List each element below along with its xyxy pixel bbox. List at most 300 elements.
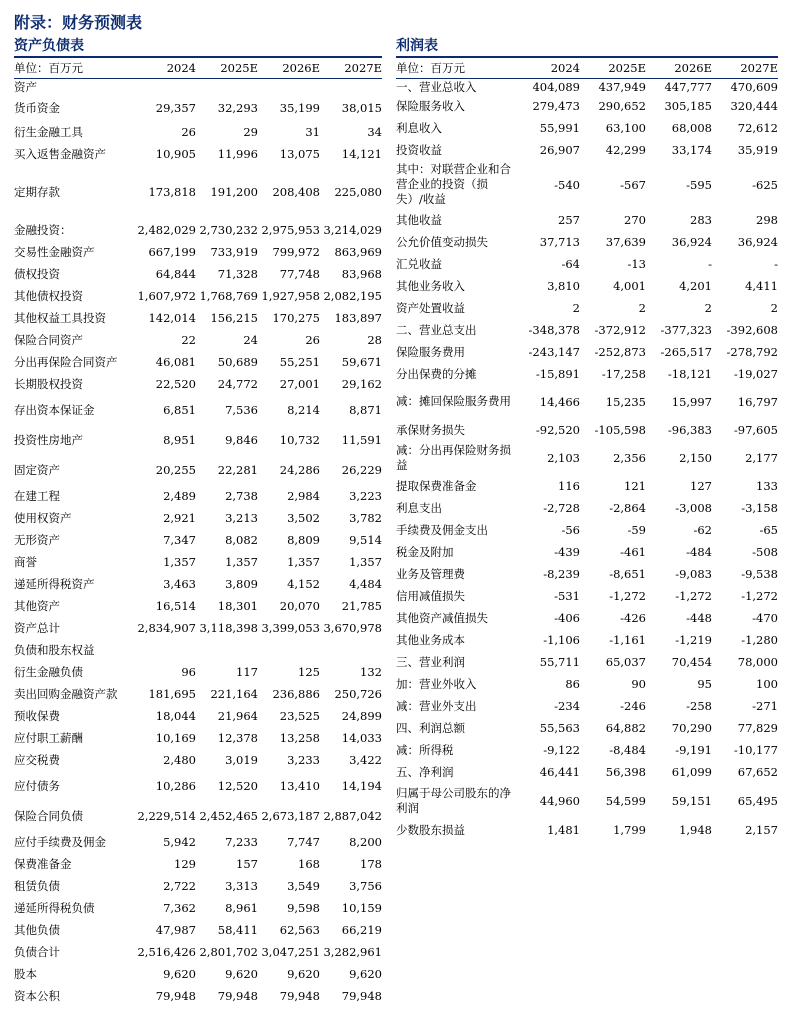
table-row bbox=[14, 507, 382, 529]
cell-value bbox=[258, 639, 320, 661]
table-row bbox=[14, 121, 382, 143]
row-label: 商誉 bbox=[14, 554, 37, 569]
row-label: 股本 bbox=[14, 966, 37, 981]
column-header: 2027E bbox=[320, 58, 382, 78]
cell-value: 42,299 bbox=[605, 142, 646, 157]
row-label: 分出保费的分摊 bbox=[396, 366, 477, 381]
page-title: 附录：财务预测表 bbox=[14, 13, 143, 32]
cell-value: 2,887,042 bbox=[323, 808, 382, 823]
cell-value: -439 bbox=[554, 544, 580, 559]
cell-value: -3,008 bbox=[675, 500, 712, 515]
cell-value: 15,997 bbox=[671, 394, 712, 409]
cell-value: 7,347 bbox=[163, 532, 196, 547]
table-row bbox=[396, 117, 778, 139]
cell-value: 2,730,232 bbox=[199, 222, 258, 237]
cell-value: 3,213 bbox=[225, 510, 258, 525]
row-label: 二、营业总支出 bbox=[396, 322, 477, 337]
column-header: 2025E bbox=[196, 58, 258, 78]
cell-value: 8,214 bbox=[287, 402, 320, 417]
cell-value: 11,996 bbox=[217, 146, 258, 161]
balance-sheet-panel bbox=[14, 36, 382, 1007]
table-row bbox=[396, 761, 778, 783]
cell-value: 70,454 bbox=[671, 654, 712, 669]
row-label: 负债和股东权益 bbox=[14, 642, 95, 657]
cell-value: 11,591 bbox=[341, 432, 382, 447]
cell-value: 20,070 bbox=[279, 598, 320, 613]
cell-value: 7,233 bbox=[225, 834, 258, 849]
cell-value: 95 bbox=[697, 676, 712, 691]
cell-value: 157 bbox=[236, 856, 258, 871]
cell-value: 129 bbox=[174, 856, 196, 871]
cell-value: 64,844 bbox=[155, 266, 196, 281]
row-label: 递延所得税资产 bbox=[14, 576, 95, 591]
cell-value: 29,357 bbox=[155, 100, 196, 115]
cell-value: 72,612 bbox=[737, 120, 778, 135]
row-label: 承保财务损失 bbox=[396, 422, 465, 437]
table-row bbox=[14, 705, 382, 727]
cell-value: -18,121 bbox=[667, 366, 712, 381]
table-row bbox=[396, 441, 778, 475]
cell-value: -17,258 bbox=[601, 366, 646, 381]
table-row bbox=[14, 307, 382, 329]
row-label: 其他收益 bbox=[396, 212, 442, 227]
row-label: 投资收益 bbox=[396, 142, 442, 157]
table-row bbox=[14, 351, 382, 373]
cell-value: -595 bbox=[686, 177, 712, 192]
cell-value: 1,357 bbox=[349, 554, 382, 569]
cell-value: 3,782 bbox=[349, 510, 382, 525]
cell-value: 10,905 bbox=[155, 146, 196, 161]
cell-value: -531 bbox=[554, 588, 580, 603]
unit-label: 单位：百万元 bbox=[396, 58, 514, 78]
cell-value: 236,886 bbox=[272, 686, 320, 701]
row-label: 金融投资： bbox=[14, 222, 72, 237]
row-label: 存出资本保证金 bbox=[14, 402, 95, 417]
row-label: 衍生金融负债 bbox=[14, 664, 83, 679]
row-label: 其他业务成本 bbox=[396, 632, 465, 647]
cell-value: 86 bbox=[565, 676, 580, 691]
cell-value: 24 bbox=[243, 332, 258, 347]
cell-value: 2,356 bbox=[613, 450, 646, 465]
cell-value: -105,598 bbox=[594, 422, 646, 437]
cell-value: 56,398 bbox=[605, 764, 646, 779]
row-label: 其他债权投资 bbox=[14, 288, 83, 303]
cell-value: 54,599 bbox=[605, 793, 646, 808]
cell-value: 173,818 bbox=[148, 184, 196, 199]
cell-value: 2,229,514 bbox=[137, 808, 196, 823]
table-row bbox=[14, 165, 382, 219]
cell-value: 799,972 bbox=[272, 244, 320, 259]
cell-value: 2 bbox=[572, 300, 580, 315]
row-label: 长期股权投资 bbox=[14, 376, 83, 391]
cell-value: 125 bbox=[298, 664, 320, 679]
table-row bbox=[396, 651, 778, 673]
cell-value: -65 bbox=[759, 522, 778, 537]
cell-value: -10,177 bbox=[733, 742, 778, 757]
table-row bbox=[14, 455, 382, 485]
cell-value: 13,258 bbox=[279, 730, 320, 745]
cell-value: 37,713 bbox=[539, 234, 580, 249]
table-row bbox=[14, 617, 382, 639]
row-label: 四、利润总额 bbox=[396, 720, 465, 735]
cell-value: 55,991 bbox=[539, 120, 580, 135]
cell-value: -15,891 bbox=[535, 366, 580, 381]
row-label: 递延所得税负债 bbox=[14, 900, 95, 915]
cell-value: 38,015 bbox=[341, 100, 382, 115]
cell-value: 1,799 bbox=[613, 822, 646, 837]
row-label: 债权投资 bbox=[14, 266, 60, 281]
cell-value: 221,164 bbox=[210, 686, 258, 701]
table-row bbox=[14, 529, 382, 551]
cell-value: -64 bbox=[561, 256, 580, 271]
cell-value: -19,027 bbox=[733, 366, 778, 381]
table-row bbox=[14, 263, 382, 285]
row-label: 衍生金融工具 bbox=[14, 124, 83, 139]
row-label: 使用权资产 bbox=[14, 510, 72, 525]
cell-value: 55,251 bbox=[279, 354, 320, 369]
cell-value: 2 bbox=[638, 300, 646, 315]
row-label: 少数股东损益 bbox=[396, 822, 465, 837]
cell-value: 36,924 bbox=[671, 234, 712, 249]
cell-value: -258 bbox=[686, 698, 712, 713]
row-label: 保险合同负债 bbox=[14, 808, 83, 823]
cell-value: 3,118,398 bbox=[199, 620, 258, 635]
cell-value: 96 bbox=[181, 664, 196, 679]
cell-value: 8,961 bbox=[225, 900, 258, 915]
row-label: 税金及附加 bbox=[396, 544, 454, 559]
cell-value: 2,975,953 bbox=[261, 222, 320, 237]
table-row bbox=[396, 95, 778, 117]
cell-value: 9,620 bbox=[349, 966, 382, 981]
cell-value: 117 bbox=[236, 664, 258, 679]
cell-value: -377,323 bbox=[660, 322, 712, 337]
row-label: 一、营业总收入 bbox=[396, 79, 477, 94]
row-label: 资本公积 bbox=[14, 988, 60, 1003]
table-row bbox=[14, 963, 382, 985]
cell-value: 90 bbox=[631, 676, 646, 691]
row-label: 其他业务收入 bbox=[396, 278, 465, 293]
cell-value: 3,809 bbox=[225, 576, 258, 591]
cell-value: 33,174 bbox=[671, 142, 712, 157]
row-label: 利息支出 bbox=[396, 500, 442, 515]
table-row bbox=[396, 497, 778, 519]
row-label: 公允价值变动损失 bbox=[396, 234, 488, 249]
column-header: 2025E bbox=[580, 58, 646, 78]
table-row bbox=[396, 319, 778, 341]
cell-value: -1,106 bbox=[543, 632, 580, 647]
cell-value: 733,919 bbox=[210, 244, 258, 259]
cell-value: 2,452,465 bbox=[199, 808, 258, 823]
cell-value bbox=[196, 639, 258, 661]
cell-value: -508 bbox=[752, 544, 778, 559]
cell-value: 18,301 bbox=[217, 598, 258, 613]
row-label: 其他资产 bbox=[14, 598, 60, 613]
cell-value: 21,785 bbox=[341, 598, 382, 613]
table-row bbox=[396, 231, 778, 253]
row-label: 提取保费准备金 bbox=[396, 478, 477, 493]
cell-value: 79,948 bbox=[155, 988, 196, 1003]
row-label: 固定资产 bbox=[14, 462, 60, 477]
cell-value: -234 bbox=[554, 698, 580, 713]
cell-value: 26 bbox=[305, 332, 320, 347]
table-row bbox=[396, 541, 778, 563]
cell-value: 7,536 bbox=[225, 402, 258, 417]
cell-value: -96,383 bbox=[667, 422, 712, 437]
cell-value: -246 bbox=[620, 698, 646, 713]
row-label: 汇兑收益 bbox=[396, 256, 442, 271]
row-label: 保险服务收入 bbox=[396, 98, 465, 113]
cell-value: -1,219 bbox=[675, 632, 712, 647]
table-row bbox=[14, 425, 382, 455]
row-label: 定期存款 bbox=[14, 184, 60, 199]
row-label: 利息收入 bbox=[396, 120, 442, 135]
cell-value: 27,001 bbox=[279, 376, 320, 391]
table-row bbox=[14, 143, 382, 165]
table-row bbox=[14, 853, 382, 875]
cell-value: -470 bbox=[752, 610, 778, 625]
cell-value: 78,000 bbox=[737, 654, 778, 669]
cell-value: -62 bbox=[693, 522, 712, 537]
income-statement-title: 利润表 bbox=[396, 36, 778, 58]
cell-value: 8,200 bbox=[349, 834, 382, 849]
cell-value: 4,152 bbox=[287, 576, 320, 591]
cell-value: 79,948 bbox=[279, 988, 320, 1003]
cell-value: 1,357 bbox=[225, 554, 258, 569]
cell-value: -9,083 bbox=[675, 566, 712, 581]
row-label: 归属于母公司股东的净利润 bbox=[396, 785, 511, 815]
cell-value: -8,651 bbox=[609, 566, 646, 581]
cell-value: 1,927,958 bbox=[261, 288, 320, 303]
cell-value: 10,732 bbox=[279, 432, 320, 447]
table-row bbox=[396, 209, 778, 231]
table-row bbox=[14, 373, 382, 395]
cell-value: 4,201 bbox=[679, 278, 712, 293]
cell-value: 9,620 bbox=[287, 966, 320, 981]
table-row bbox=[14, 801, 382, 831]
cell-value: 3,313 bbox=[225, 878, 258, 893]
table-row bbox=[14, 683, 382, 705]
table-row bbox=[14, 985, 382, 1007]
column-header: 2024 bbox=[514, 58, 580, 78]
cell-value: 22,281 bbox=[217, 462, 258, 477]
row-label: 应付手续费及佣金 bbox=[14, 834, 106, 849]
cell-value: -461 bbox=[620, 544, 646, 559]
cell-value: -92,520 bbox=[535, 422, 580, 437]
cell-value: 35,199 bbox=[279, 100, 320, 115]
cell-value: 447,777 bbox=[664, 79, 712, 94]
cell-value: 46,081 bbox=[155, 354, 196, 369]
table-row bbox=[396, 783, 778, 819]
cell-value: 14,466 bbox=[539, 394, 580, 409]
cell-value: 3,214,029 bbox=[323, 222, 382, 237]
cell-value: 142,014 bbox=[148, 310, 196, 325]
row-label: 资产总计 bbox=[14, 620, 60, 635]
cell-value: - bbox=[774, 256, 778, 271]
cell-value: 14,194 bbox=[341, 778, 382, 793]
cell-value: 3,399,053 bbox=[261, 620, 320, 635]
cell-value: 67,652 bbox=[737, 764, 778, 779]
cell-value: -1,272 bbox=[609, 588, 646, 603]
row-label: 租赁负债 bbox=[14, 878, 60, 893]
cell-value: 4,484 bbox=[349, 576, 382, 591]
cell-value: 257 bbox=[558, 212, 580, 227]
cell-value: 36,924 bbox=[737, 234, 778, 249]
cell-value: 2,103 bbox=[547, 450, 580, 465]
cell-value: -271 bbox=[752, 698, 778, 713]
row-label: 应交税费 bbox=[14, 752, 60, 767]
row-label: 交易性金融资产 bbox=[14, 244, 95, 259]
cell-value: 8,951 bbox=[163, 432, 196, 447]
cell-value: 1,357 bbox=[163, 554, 196, 569]
row-label: 五、净利润 bbox=[396, 764, 454, 779]
cell-value: 3,810 bbox=[547, 278, 580, 293]
cell-value: 290,652 bbox=[598, 98, 646, 113]
cell-value: -372,912 bbox=[594, 322, 646, 337]
row-label: 业务及管理费 bbox=[396, 566, 465, 581]
row-label: 其他权益工具投资 bbox=[14, 310, 106, 325]
cell-value: 65,495 bbox=[737, 793, 778, 808]
unit-label: 单位：百万元 bbox=[14, 58, 134, 78]
cell-value: 65,037 bbox=[605, 654, 646, 669]
column-header: 2026E bbox=[646, 58, 712, 78]
table-row bbox=[14, 727, 382, 749]
cell-value: 1,768,769 bbox=[199, 288, 258, 303]
row-label: 减：营业外支出 bbox=[396, 698, 477, 713]
cell-value: 8,871 bbox=[349, 402, 382, 417]
cell-value: 178 bbox=[360, 856, 382, 871]
cell-value: 2,834,907 bbox=[137, 620, 196, 635]
cell-value: 208,408 bbox=[272, 184, 320, 199]
table-row bbox=[396, 519, 778, 541]
cell-value: 14,033 bbox=[341, 730, 382, 745]
cell-value: 12,520 bbox=[217, 778, 258, 793]
cell-value: 3,549 bbox=[287, 878, 320, 893]
table-row bbox=[14, 661, 382, 683]
cell-value: -426 bbox=[620, 610, 646, 625]
table-row bbox=[396, 607, 778, 629]
table-row bbox=[14, 95, 382, 121]
cell-value: -8,239 bbox=[543, 566, 580, 581]
cell-value: 3,422 bbox=[349, 752, 382, 767]
cell-value: -540 bbox=[554, 177, 580, 192]
cell-value: -9,191 bbox=[675, 742, 712, 757]
cell-value: 29,162 bbox=[341, 376, 382, 391]
cell-value: 8,082 bbox=[225, 532, 258, 547]
cell-value: -484 bbox=[686, 544, 712, 559]
cell-value: 470,609 bbox=[730, 79, 778, 94]
cell-value: -406 bbox=[554, 610, 580, 625]
cell-value: 77,748 bbox=[279, 266, 320, 281]
cell-value: 32,293 bbox=[217, 100, 258, 115]
cell-value: 22,520 bbox=[155, 376, 196, 391]
cell-value: 132 bbox=[360, 664, 382, 679]
cell-value: 62,563 bbox=[279, 922, 320, 937]
cell-value: 2,157 bbox=[745, 822, 778, 837]
cell-value: 59,671 bbox=[341, 354, 382, 369]
cell-value: 77,829 bbox=[737, 720, 778, 735]
cell-value: 18,044 bbox=[155, 708, 196, 723]
table-row bbox=[14, 941, 382, 963]
cell-value: 34 bbox=[367, 124, 382, 139]
cell-value: 63,100 bbox=[605, 120, 646, 135]
cell-value: 8,809 bbox=[287, 532, 320, 547]
cell-value: 24,899 bbox=[341, 708, 382, 723]
table-row bbox=[14, 78, 382, 95]
cell-value: 10,169 bbox=[155, 730, 196, 745]
cell-value: 863,969 bbox=[334, 244, 382, 259]
cell-value bbox=[320, 639, 382, 661]
cell-value: 26,229 bbox=[341, 462, 382, 477]
row-label: 投资性房地产 bbox=[14, 432, 83, 447]
cell-value: 170,275 bbox=[272, 310, 320, 325]
table-row bbox=[396, 161, 778, 209]
income-statement-panel bbox=[396, 36, 778, 841]
table-row bbox=[14, 831, 382, 853]
row-label: 应付职工薪酬 bbox=[14, 730, 83, 745]
cell-value: 22 bbox=[181, 332, 196, 347]
cell-value: 64,882 bbox=[605, 720, 646, 735]
row-label: 手续费及佣金支出 bbox=[396, 522, 488, 537]
cell-value: 9,620 bbox=[225, 966, 258, 981]
cell-value: 12,378 bbox=[217, 730, 258, 745]
cell-value: 79,948 bbox=[217, 988, 258, 1003]
table-row bbox=[396, 739, 778, 761]
cell-value: -3,158 bbox=[741, 500, 778, 515]
row-label: 无形资产 bbox=[14, 532, 60, 547]
table-row bbox=[396, 563, 778, 585]
table-row bbox=[396, 585, 778, 607]
cell-value: 16,514 bbox=[155, 598, 196, 613]
cell-value: 14,121 bbox=[341, 146, 382, 161]
row-label: 减：分出再保险财务损益 bbox=[396, 442, 511, 472]
cell-value: 29 bbox=[243, 124, 258, 139]
cell-value: 2,177 bbox=[745, 450, 778, 465]
table-row bbox=[396, 297, 778, 319]
column-header: 2026E bbox=[258, 58, 320, 78]
row-label: 分出再保险合同资产 bbox=[14, 354, 118, 369]
cell-value: - bbox=[708, 256, 712, 271]
cell-value: 2,801,702 bbox=[199, 944, 258, 959]
cell-value: 181,695 bbox=[148, 686, 196, 701]
cell-value: -567 bbox=[620, 177, 646, 192]
cell-value: -9,122 bbox=[543, 742, 580, 757]
table-row bbox=[14, 241, 382, 263]
cell-value: 1,357 bbox=[287, 554, 320, 569]
balance-sheet-title: 资产负债表 bbox=[14, 36, 382, 58]
cell-value: 1,481 bbox=[547, 822, 580, 837]
cell-value: 305,185 bbox=[664, 98, 712, 113]
table-row bbox=[396, 78, 778, 95]
cell-value: 10,159 bbox=[341, 900, 382, 915]
cell-value: -252,873 bbox=[594, 344, 646, 359]
cell-value: 121 bbox=[624, 478, 646, 493]
cell-value: 4,411 bbox=[745, 278, 778, 293]
cell-value: 320,444 bbox=[730, 98, 778, 113]
table-row bbox=[396, 695, 778, 717]
cell-value: 24,286 bbox=[279, 462, 320, 477]
cell-value: -625 bbox=[752, 177, 778, 192]
cell-value: 9,598 bbox=[287, 900, 320, 915]
cell-value: 2,082,195 bbox=[323, 288, 382, 303]
cell-value: 191,200 bbox=[210, 184, 258, 199]
cell-value: 1,607,972 bbox=[137, 288, 196, 303]
table-row bbox=[14, 749, 382, 771]
cell-value: -265,517 bbox=[660, 344, 712, 359]
cell-value: 3,282,961 bbox=[323, 944, 382, 959]
table-row bbox=[14, 919, 382, 941]
cell-value: 35,919 bbox=[737, 142, 778, 157]
row-label: 三、营业利润 bbox=[396, 654, 465, 669]
